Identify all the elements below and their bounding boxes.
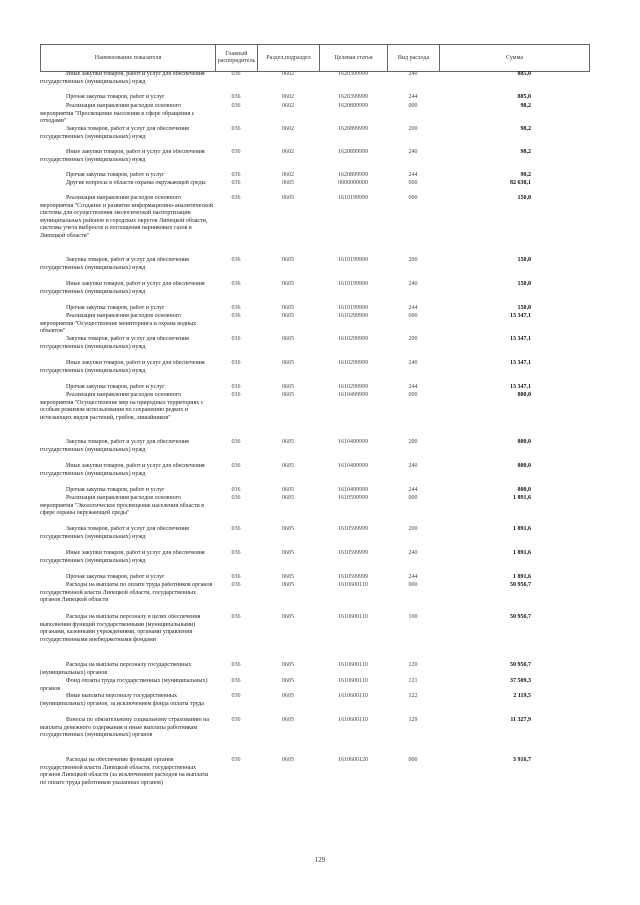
row-section: 0602 (282, 71, 294, 77)
row-name: Прочая закупка товаров, работ и услуг (66, 305, 165, 311)
row-admin: 036 (231, 336, 241, 342)
row-section: 0605 (282, 662, 294, 668)
row-name: Закупка товаров, работ и услуг для обеспечения государственных (муниципальных) нужд (40, 526, 189, 540)
table-row (40, 487, 588, 495)
row-sum: 11 327,9 (510, 717, 531, 724)
row-sum: 98,2 (520, 149, 531, 155)
row-admin: 036 (231, 582, 241, 588)
row-exp-type: 000 (408, 392, 418, 398)
row-exp-type: 240 (408, 149, 418, 155)
table-row (40, 662, 588, 678)
row-exp-type: 240 (408, 550, 418, 556)
row-admin: 036 (231, 384, 241, 390)
row-section: 0605 (282, 582, 294, 588)
table-row (40, 384, 588, 392)
row-section: 0605 (282, 678, 294, 684)
row-admin: 036 (231, 360, 241, 366)
row-section: 0602 (282, 94, 294, 100)
row-target: 1610299999 (338, 336, 368, 342)
row-exp-type: 240 (408, 71, 418, 77)
row-target: 1610599999 (338, 526, 368, 532)
row-name: Реализация направления расходов основного мероприятия "Осуществление мониторинга и охрана водных объектов" (40, 313, 197, 335)
row-sum: 1 891,6 (513, 574, 531, 580)
row-sum: 50 956,7 (510, 614, 531, 620)
row-target: 1610199999 (338, 281, 368, 287)
row-target: 1620899999 (338, 149, 368, 155)
row-target: 1610299999 (338, 313, 368, 319)
row-exp-type: 000 (408, 757, 418, 764)
table-row (40, 678, 588, 693)
row-section: 0605 (282, 384, 294, 390)
row-exp-type: 200 (408, 126, 418, 132)
row-exp-type: 000 (408, 195, 418, 201)
row-admin: 036 (231, 172, 241, 178)
row-name: Другие вопросы в области охраны окружающей среды (66, 180, 206, 186)
row-sum: 800,0 (517, 439, 531, 445)
row-sum: 3 916,7 (513, 757, 531, 764)
row-section: 0605 (282, 487, 294, 493)
header-target: Целевая статья (320, 45, 388, 71)
row-target: 1610499999 (338, 487, 368, 493)
table-row (40, 614, 588, 662)
row-admin: 036 (231, 693, 241, 700)
table-row (40, 582, 588, 614)
row-section: 0605 (282, 693, 294, 700)
row-name: Расходы на выплаты персоналу государственных (муниципальных) органов (40, 662, 192, 676)
row-name: Иные закупки товаров, работ и услуг для обеспечения государственных (муниципальных) нужд (40, 550, 205, 564)
row-target: 1610499999 (338, 392, 368, 398)
row-exp-type: 200 (408, 257, 418, 263)
row-admin: 036 (231, 313, 241, 319)
row-admin: 036 (231, 281, 241, 287)
table-row (40, 360, 588, 384)
row-exp-type: 100 (408, 614, 418, 620)
row-exp-type: 000 (408, 180, 418, 186)
row-name: Расходы на обеспечение функций органов государственной власти Липецкой области, государственных органов Липецкой области (за исключением расходов на выплаты по оплате труда работников указанных органов) (40, 757, 209, 786)
row-target: 1610199999 (338, 195, 368, 201)
row-admin: 036 (231, 487, 241, 493)
row-sum: 98,2 (520, 126, 531, 132)
row-admin: 036 (231, 550, 241, 556)
row-name: Прочая закупка товаров, работ и услуг (66, 94, 165, 100)
row-sum: 1 891,6 (513, 495, 531, 501)
table-row (40, 463, 588, 487)
row-sum: 37 509,3 (510, 678, 531, 684)
row-name: Фонд оплаты труда государственных (муниципальных) органов (40, 678, 208, 692)
row-target: 1610600110 (338, 717, 368, 724)
row-sum: 150,0 (517, 281, 531, 287)
row-sum: 800,0 (517, 392, 531, 398)
row-admin: 036 (231, 94, 241, 100)
row-name: Закупка товаров, работ и услуг для обеспечения государственных (муниципальных) нужд (40, 439, 189, 453)
row-exp-type: 240 (408, 281, 418, 287)
row-name: Прочая закупка товаров, работ и услуг (66, 172, 165, 178)
row-sum: 800,0 (517, 463, 531, 469)
row-name: Иные закупки товаров, работ и услуг для обеспечения государственных (муниципальных) нужд (40, 149, 205, 163)
header-exp-type: Вид расхода (388, 45, 440, 71)
row-admin: 036 (231, 463, 241, 469)
row-exp-type: 244 (408, 94, 418, 100)
table-row (40, 172, 588, 180)
row-name: Иные закупки товаров, работ и услуг для обеспечения государственных (муниципальных) нужд (40, 463, 205, 477)
table-row (40, 305, 588, 313)
row-target: 1610199999 (338, 305, 368, 311)
budget-table (40, 71, 588, 797)
row-admin: 036 (231, 526, 241, 532)
row-exp-type: 240 (408, 463, 418, 469)
row-section: 0605 (282, 313, 294, 319)
row-section: 0605 (282, 281, 294, 287)
row-admin: 036 (231, 757, 241, 764)
row-target: 0000000000 (338, 180, 368, 186)
row-admin: 036 (231, 257, 241, 263)
row-admin: 036 (231, 305, 241, 311)
row-target: 1610600110 (338, 582, 368, 588)
row-name: Реализация направления расходов основного мероприятия "Просвещение населения в сфере обращения с отходами" (40, 103, 195, 125)
row-target: 1610299999 (338, 384, 368, 390)
row-exp-type: 120 (408, 662, 418, 668)
row-name: Закупка товаров, работ и услуг для обеспечения государственных (муниципальных) нужд (40, 257, 189, 271)
row-sum: 50 956,7 (510, 582, 531, 588)
row-name: Прочая закупка товаров, работ и услуг (66, 487, 165, 493)
row-exp-type: 244 (408, 487, 418, 493)
table-row (40, 717, 588, 757)
row-sum: 1 891,6 (513, 550, 531, 556)
row-section: 0605 (282, 550, 294, 556)
row-sum: 13 347,1 (510, 313, 531, 319)
row-section: 0605 (282, 305, 294, 311)
row-section: 0605 (282, 336, 294, 342)
row-name: Закупка товаров, работ и услуг для обеспечения государственных (муниципальных) нужд (40, 126, 189, 140)
row-section: 0605 (282, 195, 294, 201)
table-header (40, 44, 590, 72)
table-row (40, 180, 588, 195)
row-exp-type: 200 (408, 336, 418, 342)
table-row (40, 313, 588, 336)
row-target: 1620899999 (338, 126, 368, 132)
row-target: 1610199999 (338, 257, 368, 263)
table-row (40, 94, 588, 103)
row-exp-type: 122 (408, 693, 418, 700)
row-target: 1610599999 (338, 574, 368, 580)
row-sum: 1 891,6 (513, 526, 531, 532)
row-section: 0605 (282, 439, 294, 445)
row-sum: 13 347,1 (510, 360, 531, 366)
row-section: 0605 (282, 495, 294, 501)
row-admin: 036 (231, 717, 241, 724)
row-section: 0602 (282, 172, 294, 178)
row-name: Взносы по обязательному социальному страхованию на выплаты денежного содержания и иные выплаты работникам государственных (муниципальных) органов (40, 717, 210, 739)
table-row (40, 336, 588, 360)
table-row (40, 574, 588, 582)
row-sum: 2 119,5 (513, 693, 531, 700)
row-section: 0602 (282, 126, 294, 132)
row-section: 0602 (282, 149, 294, 155)
row-admin: 036 (231, 149, 241, 155)
row-exp-type: 129 (408, 717, 418, 724)
row-section: 0605 (282, 180, 294, 186)
row-exp-type: 244 (408, 172, 418, 178)
row-sum: 800,0 (517, 487, 531, 493)
row-exp-type: 000 (408, 582, 418, 588)
table-row (40, 195, 588, 257)
table-row (40, 693, 588, 717)
row-target: 1610499999 (338, 463, 368, 469)
row-name: Иные закупки товаров, работ и услуг для обеспечения государственных (муниципальных) нужд (40, 281, 205, 295)
row-name: Реализация направления расходов основного мероприятия "Осуществление мер на природных территориях с особым режимом использования по сохранению редких и исчезающих видов растений, грибов, лишайников" (40, 392, 204, 421)
row-sum: 13 347,1 (510, 384, 531, 390)
row-name: Иные выплаты персоналу государственных (муниципальных) органов, за исключением фонда оплаты труда (40, 693, 204, 707)
row-section: 0605 (282, 757, 294, 764)
table-row (40, 103, 588, 126)
row-sum: 98,2 (520, 103, 531, 109)
row-sum: 13 347,1 (510, 336, 531, 342)
row-exp-type: 244 (408, 305, 418, 311)
row-section: 0605 (282, 526, 294, 532)
row-name: Иные закупки товаров, работ и услуг для обеспечения государственных (муниципальных) нужд (40, 71, 205, 85)
row-sum: 150,0 (517, 257, 531, 263)
row-exp-type: 200 (408, 526, 418, 532)
row-exp-type: 200 (408, 439, 418, 445)
row-section: 0605 (282, 574, 294, 580)
row-admin: 036 (231, 71, 241, 77)
row-section: 0605 (282, 392, 294, 398)
row-sum: 98,2 (520, 172, 531, 178)
row-section: 0605 (282, 257, 294, 263)
row-admin: 036 (231, 495, 241, 501)
row-target: 1610600110 (338, 662, 368, 668)
table-row (40, 526, 588, 550)
table-row (40, 149, 588, 172)
table-row (40, 439, 588, 463)
row-target: 1620899999 (338, 172, 368, 178)
budget-table-body (40, 71, 588, 797)
table-row (40, 392, 588, 439)
row-name: Иные закупки товаров, работ и услуг для обеспечения государственных (муниципальных) нужд (40, 360, 205, 374)
table-row (40, 71, 588, 94)
row-section: 0605 (282, 360, 294, 366)
row-sum: 150,0 (517, 195, 531, 201)
page-number: 129 (314, 856, 326, 864)
row-target: 1610599999 (338, 495, 368, 501)
header-sum: Сумма (506, 54, 523, 61)
table-row (40, 281, 588, 305)
row-sum: 885,0 (517, 71, 531, 77)
row-section: 0605 (282, 717, 294, 724)
row-exp-type: 000 (408, 103, 418, 109)
row-admin: 036 (231, 195, 241, 201)
header-admin: Главный распорядитель (216, 45, 258, 71)
row-target: 1610499999 (338, 439, 368, 445)
row-target: 1610599999 (338, 550, 368, 556)
row-exp-type: 244 (408, 574, 418, 580)
row-name: Прочая закупка товаров, работ и услуг (66, 384, 165, 390)
row-admin: 036 (231, 439, 241, 445)
row-section: 0605 (282, 614, 294, 620)
row-sum: 885,0 (517, 94, 531, 100)
row-admin: 036 (231, 662, 241, 668)
row-admin: 036 (231, 678, 241, 684)
row-target: 1620399999 (338, 71, 368, 77)
row-target: 1610299999 (338, 360, 368, 366)
row-admin: 036 (231, 574, 241, 580)
row-exp-type: 240 (408, 360, 418, 366)
row-name: Закупка товаров, работ и услуг для обеспечения государственных (муниципальных) нужд (40, 336, 189, 350)
row-admin: 036 (231, 614, 241, 620)
table-row (40, 550, 588, 574)
row-exp-type: 000 (408, 313, 418, 319)
table-row (40, 257, 588, 281)
row-section: 0605 (282, 463, 294, 469)
row-sum: 82 638,1 (510, 180, 531, 186)
header-section: Раздел,подраздел (258, 45, 320, 71)
row-name: Расходы на выплаты персоналу в целях обеспечения выполнения функций государственными (муниципальными) органами, казенными учреждениями, органами управления государственными внебюджетными фондами (40, 614, 201, 643)
header-name: Наименование показателя (41, 45, 216, 71)
row-admin: 036 (231, 180, 241, 186)
row-sum: 50 956,7 (510, 662, 531, 668)
row-sum: 150,0 (517, 305, 531, 311)
table-row (40, 126, 588, 149)
row-name: Прочая закупка товаров, работ и услуг (66, 574, 165, 580)
table-row (40, 495, 588, 526)
row-name: Реализация направления расходов основного мероприятия "Создание и развитие информационно-аналитической системы для осуществления экологической паспортизации муниципальных районов и городских округов Липецкой области, системы учета выбросов и поглощения парниковых газов в Липецкой области" (40, 195, 213, 239)
row-exp-type: 244 (408, 384, 418, 390)
table-row (40, 757, 588, 797)
row-target: 1610600110 (338, 678, 368, 684)
row-exp-type: 000 (408, 495, 418, 501)
row-admin: 036 (231, 103, 241, 109)
row-target: 1610600110 (338, 693, 368, 700)
row-admin: 036 (231, 126, 241, 132)
row-admin: 036 (231, 392, 241, 398)
row-target: 1610600120 (338, 757, 368, 764)
row-name: Расходы на выплаты по оплате труда работников органов государственной власти Липецкой области, государственных органов Липецкой области (40, 582, 213, 604)
row-exp-type: 121 (408, 678, 418, 684)
row-name: Реализация направления расходов основного мероприятия "Экологическое просвещение населения области в сфере охраны окружающей среды" (40, 495, 205, 517)
row-target: 1620399999 (338, 94, 368, 100)
row-section: 0602 (282, 103, 294, 109)
row-target: 1620899999 (338, 103, 368, 109)
row-target: 1610600110 (338, 614, 368, 620)
